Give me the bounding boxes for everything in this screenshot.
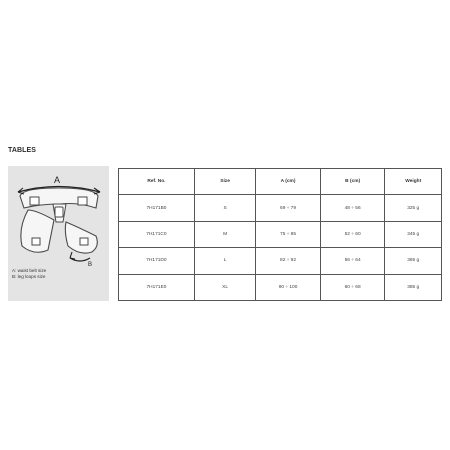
cell-weight: 325 g [385,195,442,221]
cell-size: S [194,195,255,221]
cell-b-cm: 48 ÷ 56 [320,195,385,221]
tie-in-loop [55,207,63,217]
header-size: Size [194,169,255,195]
cell-b-cm: 60 ÷ 68 [320,274,385,300]
label-a: A [54,175,61,185]
size-table [118,168,442,301]
cell-a-cm: 75 ÷ 85 [256,221,321,247]
header-b-cm: B (cm) [320,169,385,195]
cell-weight: 365 g [385,248,442,274]
cell-size: L [194,248,255,274]
cell-a-cm: 82 ÷ 92 [256,248,321,274]
legend-waist-belt: A: waist belt size [12,268,47,273]
cell-b-cm: 56 ÷ 64 [320,248,385,274]
table-row [119,248,442,274]
cell-ref-no: 7H171B0 [119,195,195,221]
cell-weight: 345 g [385,221,442,247]
cell-ref-no: 7H171C0 [119,221,195,247]
cell-size: XL [194,274,255,300]
harness-illustration [8,166,109,266]
left-leg-buckle [32,238,40,245]
header-a-cm: A (cm) [256,169,321,195]
waist-buckle-right [78,197,87,205]
cell-size: M [194,221,255,247]
label-b: B [88,262,93,266]
right-leg-buckle [80,238,88,245]
section-title: TABLES [8,147,37,154]
cell-weight: 385 g [385,274,442,300]
left-leg-loop [21,210,54,252]
cell-ref-no: 7H171D0 [119,248,195,274]
harness-size-figure [8,166,109,301]
table-row [119,195,442,221]
waist-buckle-left [30,197,39,205]
header-ref-no: Ref. No. [119,169,195,195]
header-weight: Weight [385,169,442,195]
table-header-row [119,169,442,195]
table-row [119,221,442,247]
cell-a-cm: 90 ÷ 100 [256,274,321,300]
cell-a-cm: 69 ÷ 79 [256,195,321,221]
legend-leg-loops: B: leg loops size [12,274,46,280]
figure-legend [12,268,46,281]
cell-ref-no: 7H171E0 [119,274,195,300]
cell-b-cm: 52 ÷ 60 [320,221,385,247]
table-row [119,274,442,300]
